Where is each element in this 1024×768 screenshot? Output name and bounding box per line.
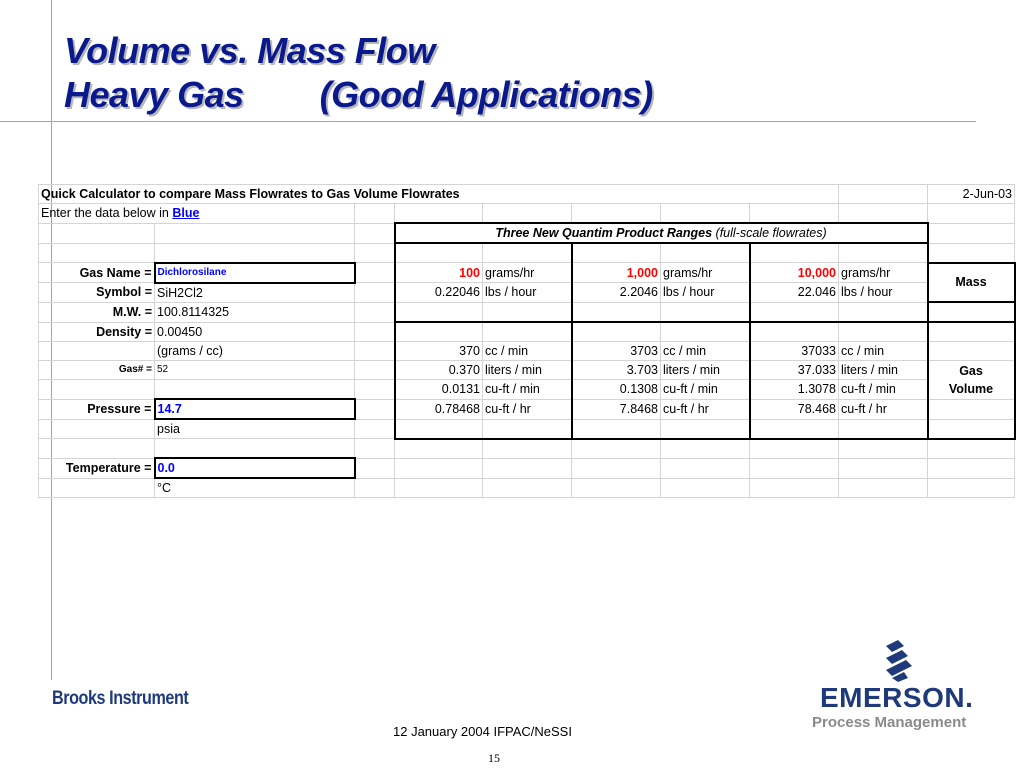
range2-lbs-unit: lbs / hour xyxy=(661,283,750,303)
range3-lbs-unit: lbs / hour xyxy=(839,283,928,303)
range3-mass: 10,000 xyxy=(750,263,839,283)
temperature-input[interactable]: 0.0 xyxy=(155,458,355,478)
gas-name-label: Gas Name = xyxy=(39,263,155,283)
emerson-logo xyxy=(812,640,992,740)
range2-lpm-unit: liters / min xyxy=(661,361,750,380)
range-title-cell: Three New Quantim Product Ranges (full-scale flowrates) xyxy=(395,223,928,243)
range3-cc-unit: cc / min xyxy=(839,342,928,361)
range3-cfh-unit: cu-ft / hr xyxy=(839,399,928,419)
range2-cc: 3703 xyxy=(572,342,661,361)
range1-cfh-unit: cu-ft / hr xyxy=(483,399,572,419)
range1-mass-unit: grams/hr xyxy=(483,263,572,283)
spreadsheet xyxy=(38,184,1014,498)
range1-mass: 100 xyxy=(395,263,483,283)
range1-cfh: 0.78468 xyxy=(395,399,483,419)
range2-cfm: 0.1308 xyxy=(572,380,661,400)
range1-lbs-unit: lbs / hour xyxy=(483,283,572,303)
density-label: Density = xyxy=(39,322,155,342)
range2-mass: 1,000 xyxy=(572,263,661,283)
date-cell: 2-Jun-03 xyxy=(928,185,1015,204)
gasnum-label: Gas# = xyxy=(39,361,155,380)
density-unit: (grams / cc) xyxy=(155,342,355,361)
mw-value: 100.8114325 xyxy=(155,302,355,322)
pressure-input[interactable]: 14.7 xyxy=(155,399,355,419)
emerson-subtitle: Process Management xyxy=(812,714,967,731)
range1-cc: 370 xyxy=(395,342,483,361)
emerson-wordmark: EMERSON. xyxy=(820,682,974,713)
range2-cfm-unit: cu-ft / min xyxy=(661,380,750,400)
range2-cc-unit: cc / min xyxy=(661,342,750,361)
range1-cfm: 0.0131 xyxy=(395,380,483,400)
decor-horizontal-line xyxy=(0,121,976,122)
temperature-unit: °C xyxy=(155,478,355,498)
range2-mass-unit: grams/hr xyxy=(661,263,750,283)
range1-lpm-unit: liters / min xyxy=(483,361,572,380)
mass-label: Mass xyxy=(928,263,1015,303)
range3-cfh: 78.468 xyxy=(750,399,839,419)
footer-text: 12 January 2004 IFPAC/NeSSI xyxy=(393,724,572,739)
gas-name-input[interactable]: Dichlorosilane xyxy=(155,263,355,283)
gasnum-value: 52 xyxy=(155,361,355,380)
range2-cfh: 7.8468 xyxy=(572,399,661,419)
range2-lbs: 2.2046 xyxy=(572,283,661,303)
mw-label: M.W. = xyxy=(39,302,155,322)
pressure-unit: psia xyxy=(155,419,355,439)
calculator-heading: Quick Calculator to compare Mass Flowrates to Gas Volume Flowrates xyxy=(39,185,839,204)
instruction-blue: Blue xyxy=(172,206,200,221)
brooks-instrument-logo: Brooks Instrument xyxy=(52,688,189,709)
range2-lpm: 3.703 xyxy=(572,361,661,380)
range3-lpm-unit: liters / min xyxy=(839,361,928,380)
pressure-label: Pressure = xyxy=(39,399,155,419)
symbol-label: Symbol = xyxy=(39,283,155,303)
range3-lpm: 37.033 xyxy=(750,361,839,380)
range1-cc-unit: cc / min xyxy=(483,342,572,361)
range3-cfm-unit: cu-ft / min xyxy=(839,380,928,400)
page-number: 15 xyxy=(488,751,500,765)
gas-volume-label: Gas Volume xyxy=(928,361,1015,400)
slide-title-line1: Volume vs. Mass Flow xyxy=(64,30,435,71)
range2-cfh-unit: cu-ft / hr xyxy=(661,399,750,419)
density-value: 0.00450 xyxy=(155,322,355,342)
temperature-label: Temperature = xyxy=(39,458,155,478)
range3-cfm: 1.3078 xyxy=(750,380,839,400)
range1-cfm-unit: cu-ft / min xyxy=(483,380,572,400)
slide-title-line2: Heavy Gas (Good Applications) xyxy=(64,74,653,115)
range3-cc: 37033 xyxy=(750,342,839,361)
emerson-mark-icon xyxy=(878,640,918,682)
symbol-value: SiH2Cl2 xyxy=(155,283,355,303)
range1-lbs: 0.22046 xyxy=(395,283,483,303)
instruction-cell: Enter the data below in Blue xyxy=(39,204,355,224)
range3-lbs: 22.046 xyxy=(750,283,839,303)
range1-lpm: 0.370 xyxy=(395,361,483,380)
range3-mass-unit: grams/hr xyxy=(839,263,928,283)
